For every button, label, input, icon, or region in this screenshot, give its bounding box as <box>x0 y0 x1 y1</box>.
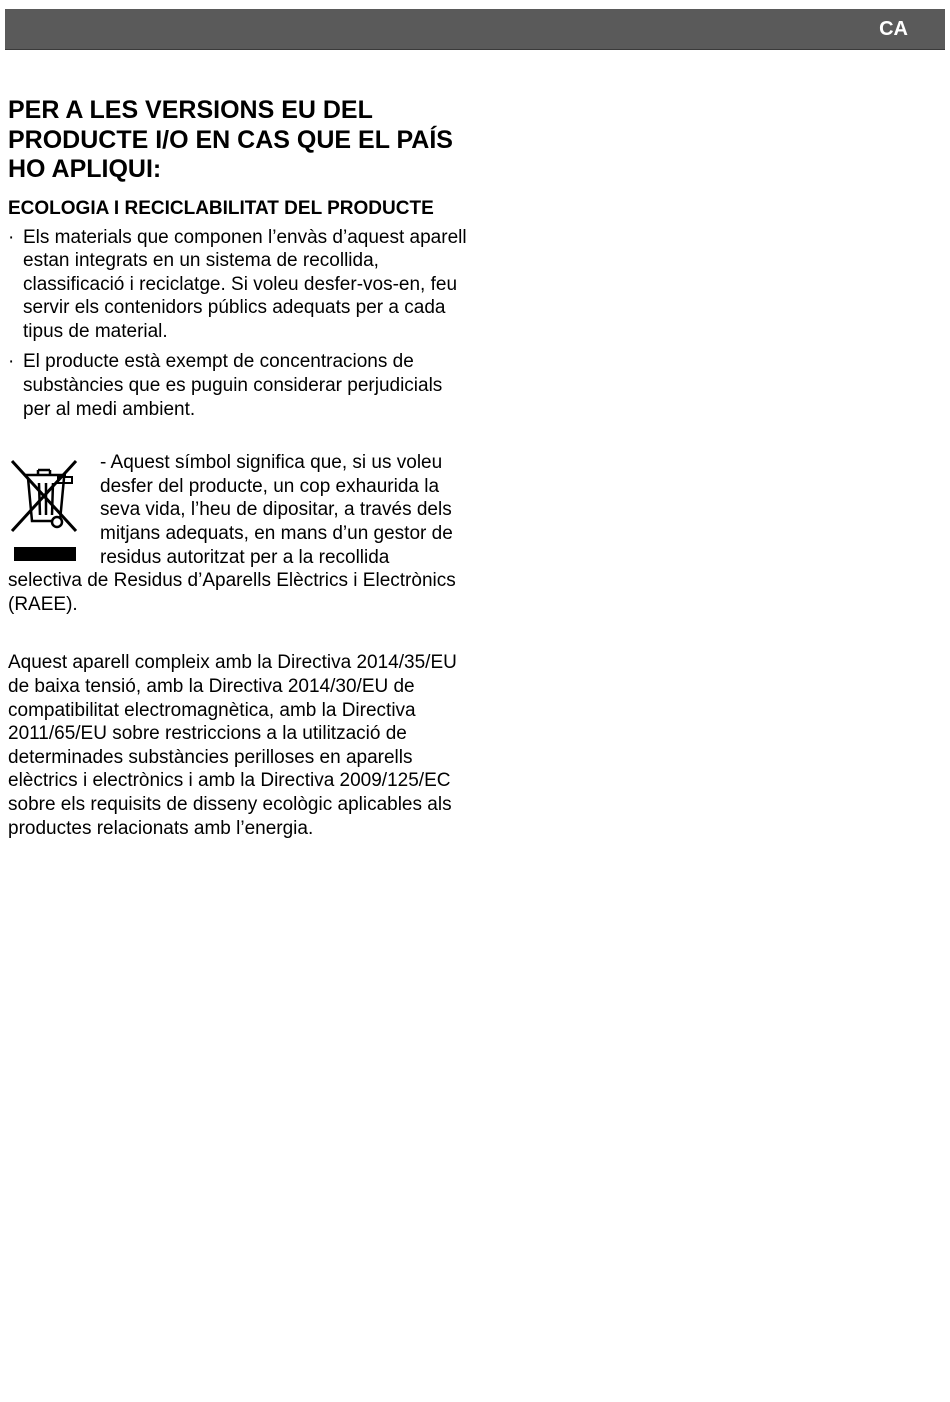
weee-notice <box>8 451 468 616</box>
bullet-mark: · <box>8 226 15 248</box>
crossed-out-wheelie-bin-icon <box>8 451 80 567</box>
bullet-mark: · <box>8 351 15 373</box>
section-title: ECOLOGIA I RECICLABILITAT DEL PRODUCTE <box>8 197 434 219</box>
list-item-text: El producte està exempt de concentracions de substàncies que es puguin considerar perjudicials per al medi ambient. <box>23 351 443 420</box>
page-title: PER A LES VERSIONS EU DEL PRODUCTE I/O EN CAS QUE EL PAÍS HO APLIQUI: <box>8 96 453 183</box>
list-item <box>8 226 468 344</box>
header-bar <box>5 9 945 50</box>
directive-text: Aquest aparell compleix amb la Directiva 2014/35/EU de baixa tensió, amb la Directiva 2014/30/EU de compatibilitat electromagnètica, amb la Directiva 2011/65/EU sobre restriccions a la utilització de determinades substàncies perilloses en aparells elèctrics i electrònics i amb la Directiva 2009/125/EC sobre els requisits de disseny ecològic aplicables als productes relacionats amb l’energia. <box>8 652 457 839</box>
list-item <box>8 350 468 421</box>
weee-text: - Aquest símbol significa que, si us voleu desfer del producte, un cop exhaurida la seva vida, l’heu de dipositar, a través dels mitjans adequats, en mans d’un gestor de residus autoritzat per a la recollida selectiva de Residus d’Aparells Elèctrics i Electrònics (RAEE). <box>8 452 456 615</box>
bullet-list <box>8 226 468 422</box>
language-code: CA <box>879 18 908 40</box>
directive-compliance <box>8 651 468 840</box>
list-item-text: Els materials que componen l’envàs d’aquest aparell estan integrats en un sistema de recollida, classificació i reciclatge. Si voleu desfer-vos-en, feu servir els contenidors públics adequats per a cada tipus de material. <box>23 226 467 342</box>
document-content <box>8 96 468 840</box>
